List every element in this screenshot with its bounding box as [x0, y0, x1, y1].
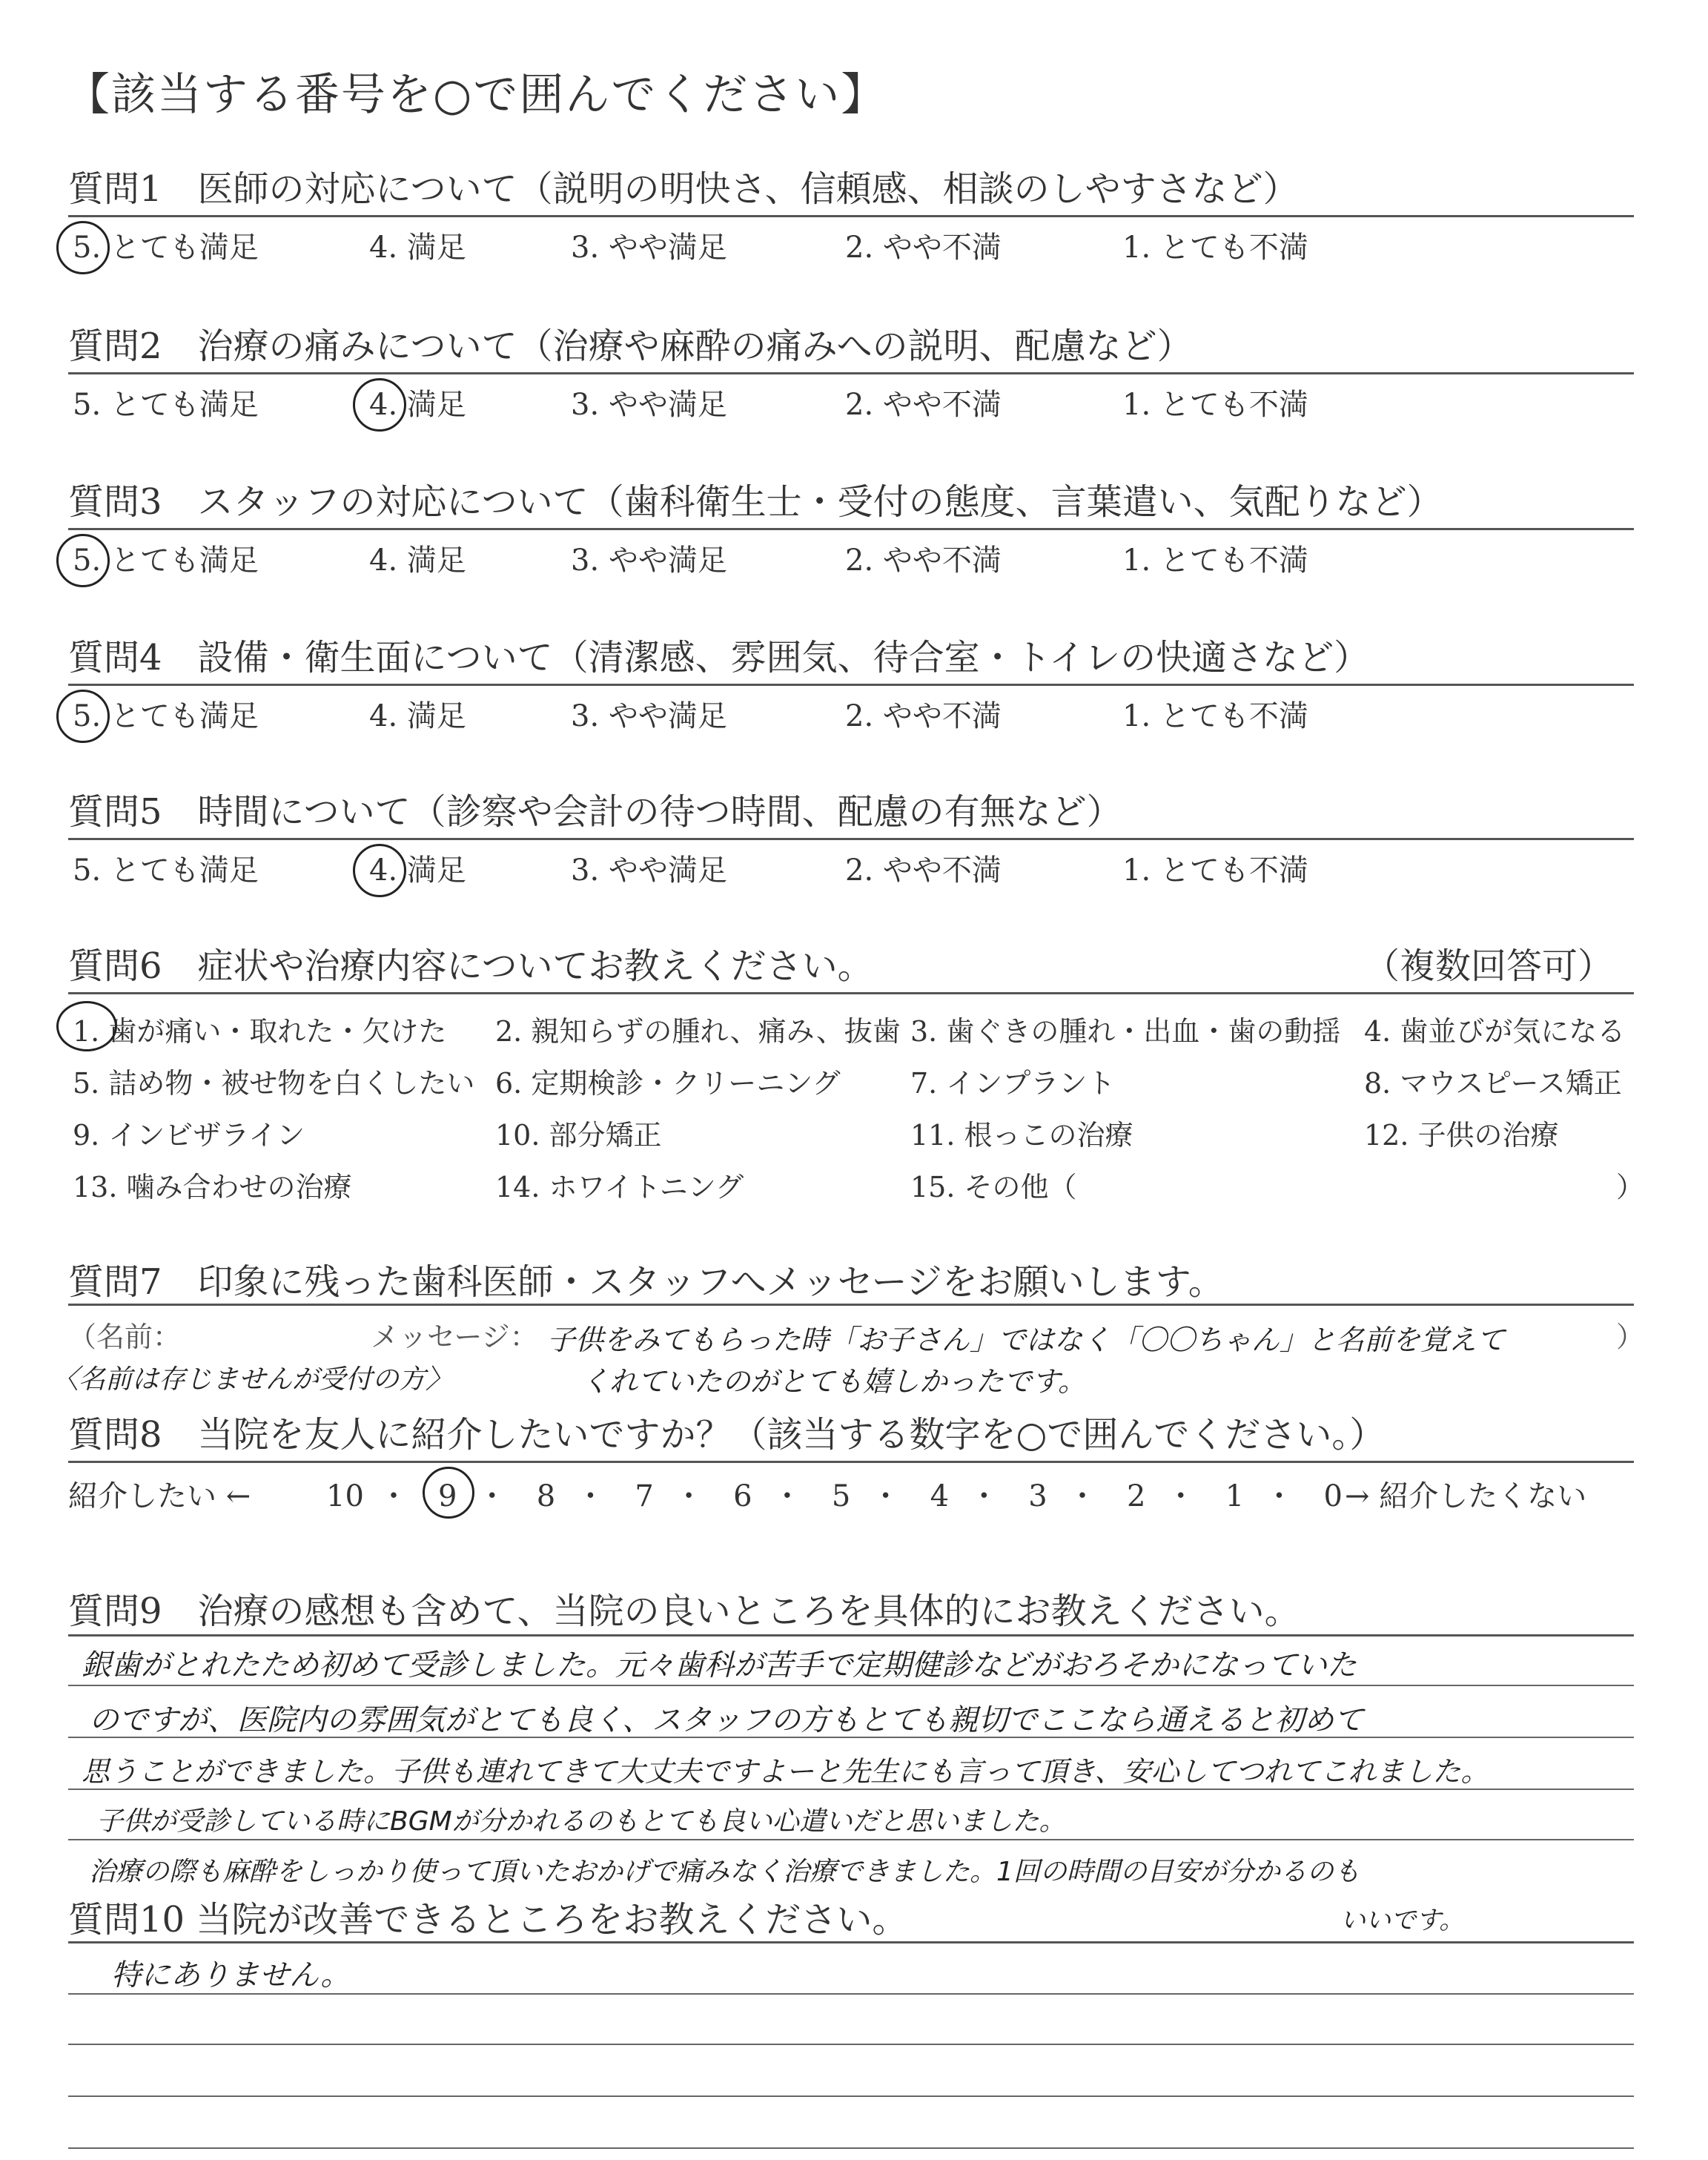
q3-option-2[interactable]: 2. やや不満: [845, 544, 1002, 578]
question-5-title: 質問5 時間について（診察や会計の待つ時間、配慮の有無など）: [68, 791, 1122, 833]
question-3-options: [0, 537, 1708, 581]
answer-line: [68, 1993, 1634, 1995]
q8-dot: ・: [1165, 1479, 1196, 1513]
q7-message-line-2: くれていたのがとても嬉しかったです。: [581, 1365, 1086, 1398]
q8-dot: ・: [969, 1479, 999, 1513]
q8-dot: ・: [1068, 1479, 1098, 1513]
question-4-title: 質問4 設備・衛生面について（清潔感、雰囲気、待合室・トイレの快適さなど）: [68, 637, 1370, 678]
question-4-options: [0, 693, 1708, 737]
q6-option-5[interactable]: 5. 詰め物・被せ物を白くしたい: [73, 1067, 475, 1100]
q6-option-7[interactable]: 7. インプラント: [910, 1067, 1116, 1100]
question-7-title: 質問7 印象に残った歯科医師・スタッフへメッセージをお願いします。: [68, 1261, 1224, 1303]
q3-option-1[interactable]: 1. とても不満: [1122, 544, 1308, 578]
q8-scale-5[interactable]: 5: [831, 1479, 851, 1513]
q9-answer-line-4: 子供が受診している時にBGMが分かれるのもとても良い心遣いだと思いました。: [96, 1806, 1066, 1837]
divider: [68, 1839, 1634, 1840]
q6-selected-circle: [56, 1001, 117, 1051]
q1-option-4[interactable]: 4. 満足: [369, 231, 466, 265]
question-1-title: 質問1 医師の対応について（説明の明快さ、信頼感、相談のしやすさなど）: [68, 168, 1299, 210]
q9-answer-line-1: 銀歯がとれたため初めて受診しました。元々歯科が苦手で定期健診などがおろそかになっていた: [82, 1648, 1357, 1682]
q1-option-5[interactable]: 5. とても満足: [73, 231, 259, 265]
q2-option-4[interactable]: 4. 満足: [369, 388, 466, 422]
q10-answer: 特にありません。: [111, 1958, 351, 1992]
q4-option-2[interactable]: 2. やや不満: [845, 699, 1002, 733]
divider: [68, 1685, 1634, 1686]
question-6-note: （複数回答可）: [1364, 945, 1614, 987]
q8-scale-8[interactable]: 8: [536, 1479, 556, 1513]
q8-dot: ・: [477, 1479, 507, 1513]
q8-scale-7[interactable]: 7: [635, 1479, 654, 1513]
q6-option-8[interactable]: 8. マウスピース矯正: [1364, 1067, 1622, 1100]
q9-answer-line-5: 治療の際も麻酔をしっかり使って頂いたおかげで痛みなく治療できました。1回の時間の目安が分かるのも: [89, 1857, 1360, 1887]
q7-name-answer: 〈名前は存じませんが受付の方〉: [52, 1364, 453, 1395]
q8-scale-2[interactable]: 2: [1127, 1479, 1146, 1513]
divider: [68, 684, 1634, 686]
q5-option-2[interactable]: 2. やや不満: [845, 853, 1002, 888]
q6-option-9[interactable]: 9. インビザライン: [73, 1119, 305, 1152]
q8-scale-4[interactable]: 4: [930, 1479, 950, 1513]
question-8-title: 質問8 当院を友人に紹介したいですか？（該当する数字を○で囲んでください。）: [68, 1414, 1386, 1456]
q1-option-2[interactable]: 2. やや不満: [845, 231, 1002, 265]
divider: [68, 1304, 1634, 1306]
q2-option-2[interactable]: 2. やや不満: [845, 388, 1002, 422]
q1-option-3[interactable]: 3. やや満足: [571, 231, 727, 265]
q8-right-label: → 紹介したくない: [1345, 1479, 1587, 1513]
q1-selected-circle: [56, 221, 110, 274]
q5-option-5[interactable]: 5. とても満足: [73, 853, 259, 888]
q6-option-12[interactable]: 12. 子供の治療: [1364, 1119, 1559, 1152]
q4-option-5[interactable]: 5. とても満足: [73, 699, 259, 733]
page-title: 【該当する番号を○で囲んでください】: [65, 69, 887, 121]
divider: [68, 528, 1634, 530]
q8-scale-6[interactable]: 6: [733, 1479, 752, 1513]
q8-selected-circle: [423, 1467, 474, 1519]
divider: [68, 1737, 1634, 1738]
q7-message-line-1: 子供をみてもらった時「お子さん」ではなく「〇〇ちゃん」と名前を覚えて: [547, 1324, 1506, 1356]
q2-option-3[interactable]: 3. やや満足: [571, 388, 727, 422]
divider: [68, 838, 1634, 840]
divider: [68, 1789, 1634, 1790]
q3-option-3[interactable]: 3. やや満足: [571, 544, 727, 578]
q5-option-1[interactable]: 1. とても不満: [1122, 853, 1308, 888]
q2-option-5[interactable]: 5. とても満足: [73, 388, 259, 422]
q2-selected-circle: [353, 378, 406, 432]
q7-name-label: （名前：: [68, 1321, 182, 1353]
q4-option-1[interactable]: 1. とても不満: [1122, 699, 1308, 733]
q7-message-label: メッセージ：: [371, 1321, 538, 1353]
question-1-options: [0, 224, 1708, 268]
q8-dot: ・: [772, 1479, 802, 1513]
q6-option-15[interactable]: 15. その他（: [910, 1171, 1077, 1203]
question-5-options: [0, 847, 1708, 891]
q8-scale-3[interactable]: 3: [1028, 1479, 1047, 1513]
question-6-title: 質問6 症状や治療内容についてお教えください。: [68, 945, 873, 987]
question-10-title: 質問10 当院が改善できるところをお教えください。: [68, 1899, 908, 1941]
q8-dot: ・: [575, 1479, 606, 1513]
q6-option-13[interactable]: 13. 噛み合わせの治療: [73, 1171, 352, 1203]
divider: [68, 992, 1634, 994]
q8-dot: ・: [1264, 1479, 1294, 1513]
q6-option-6[interactable]: 6. 定期検診・クリーニング: [495, 1067, 841, 1100]
q5-option-3[interactable]: 3. やや満足: [571, 853, 727, 888]
divider: [68, 372, 1634, 374]
q8-dot: ・: [870, 1479, 901, 1513]
q8-left-label: 紹介したい ←: [68, 1479, 251, 1513]
question-9-title: 質問9 治療の感想も含めて、当院の良いところを具体的にお教えください。: [68, 1591, 1300, 1632]
q3-selected-circle: [56, 534, 110, 587]
q4-option-4[interactable]: 4. 満足: [369, 699, 466, 733]
q4-selected-circle: [56, 690, 110, 743]
question-6-options: [0, 1003, 1708, 1210]
q5-option-4[interactable]: 4. 満足: [369, 853, 466, 888]
q6-option-2[interactable]: 2. 親知らずの腫れ、痛み、抜歯: [495, 1015, 901, 1048]
divider: [68, 215, 1634, 217]
q8-dot: ・: [674, 1479, 704, 1513]
question-2-title: 質問2 治療の痛みについて（治療や麻酔の痛みへの説明、配慮など）: [68, 326, 1193, 367]
question-2-options: [0, 381, 1708, 426]
q8-scale: [326, 1473, 1351, 1515]
divider: [68, 1941, 1634, 1943]
q8-scale-9[interactable]: 9: [437, 1479, 457, 1513]
q6-option-11[interactable]: 11. 根っこの治療: [910, 1119, 1133, 1152]
q7-close-paren: ）: [1616, 1321, 1645, 1353]
q5-selected-circle: [353, 844, 406, 897]
q8-scale-10[interactable]: 10: [326, 1479, 364, 1513]
q6-option-10[interactable]: 10. 部分矯正: [495, 1119, 662, 1152]
answer-line: [68, 2044, 1634, 2045]
answer-line: [68, 2095, 1634, 2097]
divider: [68, 1634, 1634, 1636]
q8-scale-0[interactable]: 0: [1323, 1479, 1343, 1513]
q1-option-1[interactable]: 1. とても不満: [1122, 231, 1308, 265]
q6-option-4[interactable]: 4. 歯並びが気になる: [1364, 1015, 1626, 1048]
q2-option-1[interactable]: 1. とても不満: [1122, 388, 1308, 422]
question-3-title: 質問3 スタッフの対応について（歯科衛生士・受付の態度、言葉遣い、気配りなど）: [68, 481, 1443, 523]
q9-answer-line-6: いいです。: [1340, 1906, 1465, 1935]
q9-answer-line-2: のですが、医院内の雰囲気がとても良く、スタッフの方もとても親切でここなら通えると初めて: [89, 1703, 1364, 1737]
q3-option-5[interactable]: 5. とても満足: [73, 544, 259, 578]
q8-dot: ・: [379, 1479, 408, 1513]
q3-option-4[interactable]: 4. 満足: [369, 544, 466, 578]
divider: [68, 1461, 1634, 1463]
q6-option-3[interactable]: 3. 歯ぐきの腫れ・出血・歯の動揺: [910, 1015, 1341, 1048]
q9-answer-line-3: 思うことができました。子供も連れてきて大丈夫ですよーと先生にも言って頂き、安心してつれてこれました。: [82, 1755, 1489, 1788]
q8-scale-1[interactable]: 1: [1225, 1479, 1245, 1513]
q6-option-15-close: ）: [1616, 1171, 1645, 1203]
q4-option-3[interactable]: 3. やや満足: [571, 699, 727, 733]
q6-option-1[interactable]: 1. 歯が痛い・取れた・欠けた: [73, 1015, 447, 1048]
q6-option-14[interactable]: 14. ホワイトニング: [495, 1171, 744, 1203]
answer-line: [68, 2147, 1634, 2149]
